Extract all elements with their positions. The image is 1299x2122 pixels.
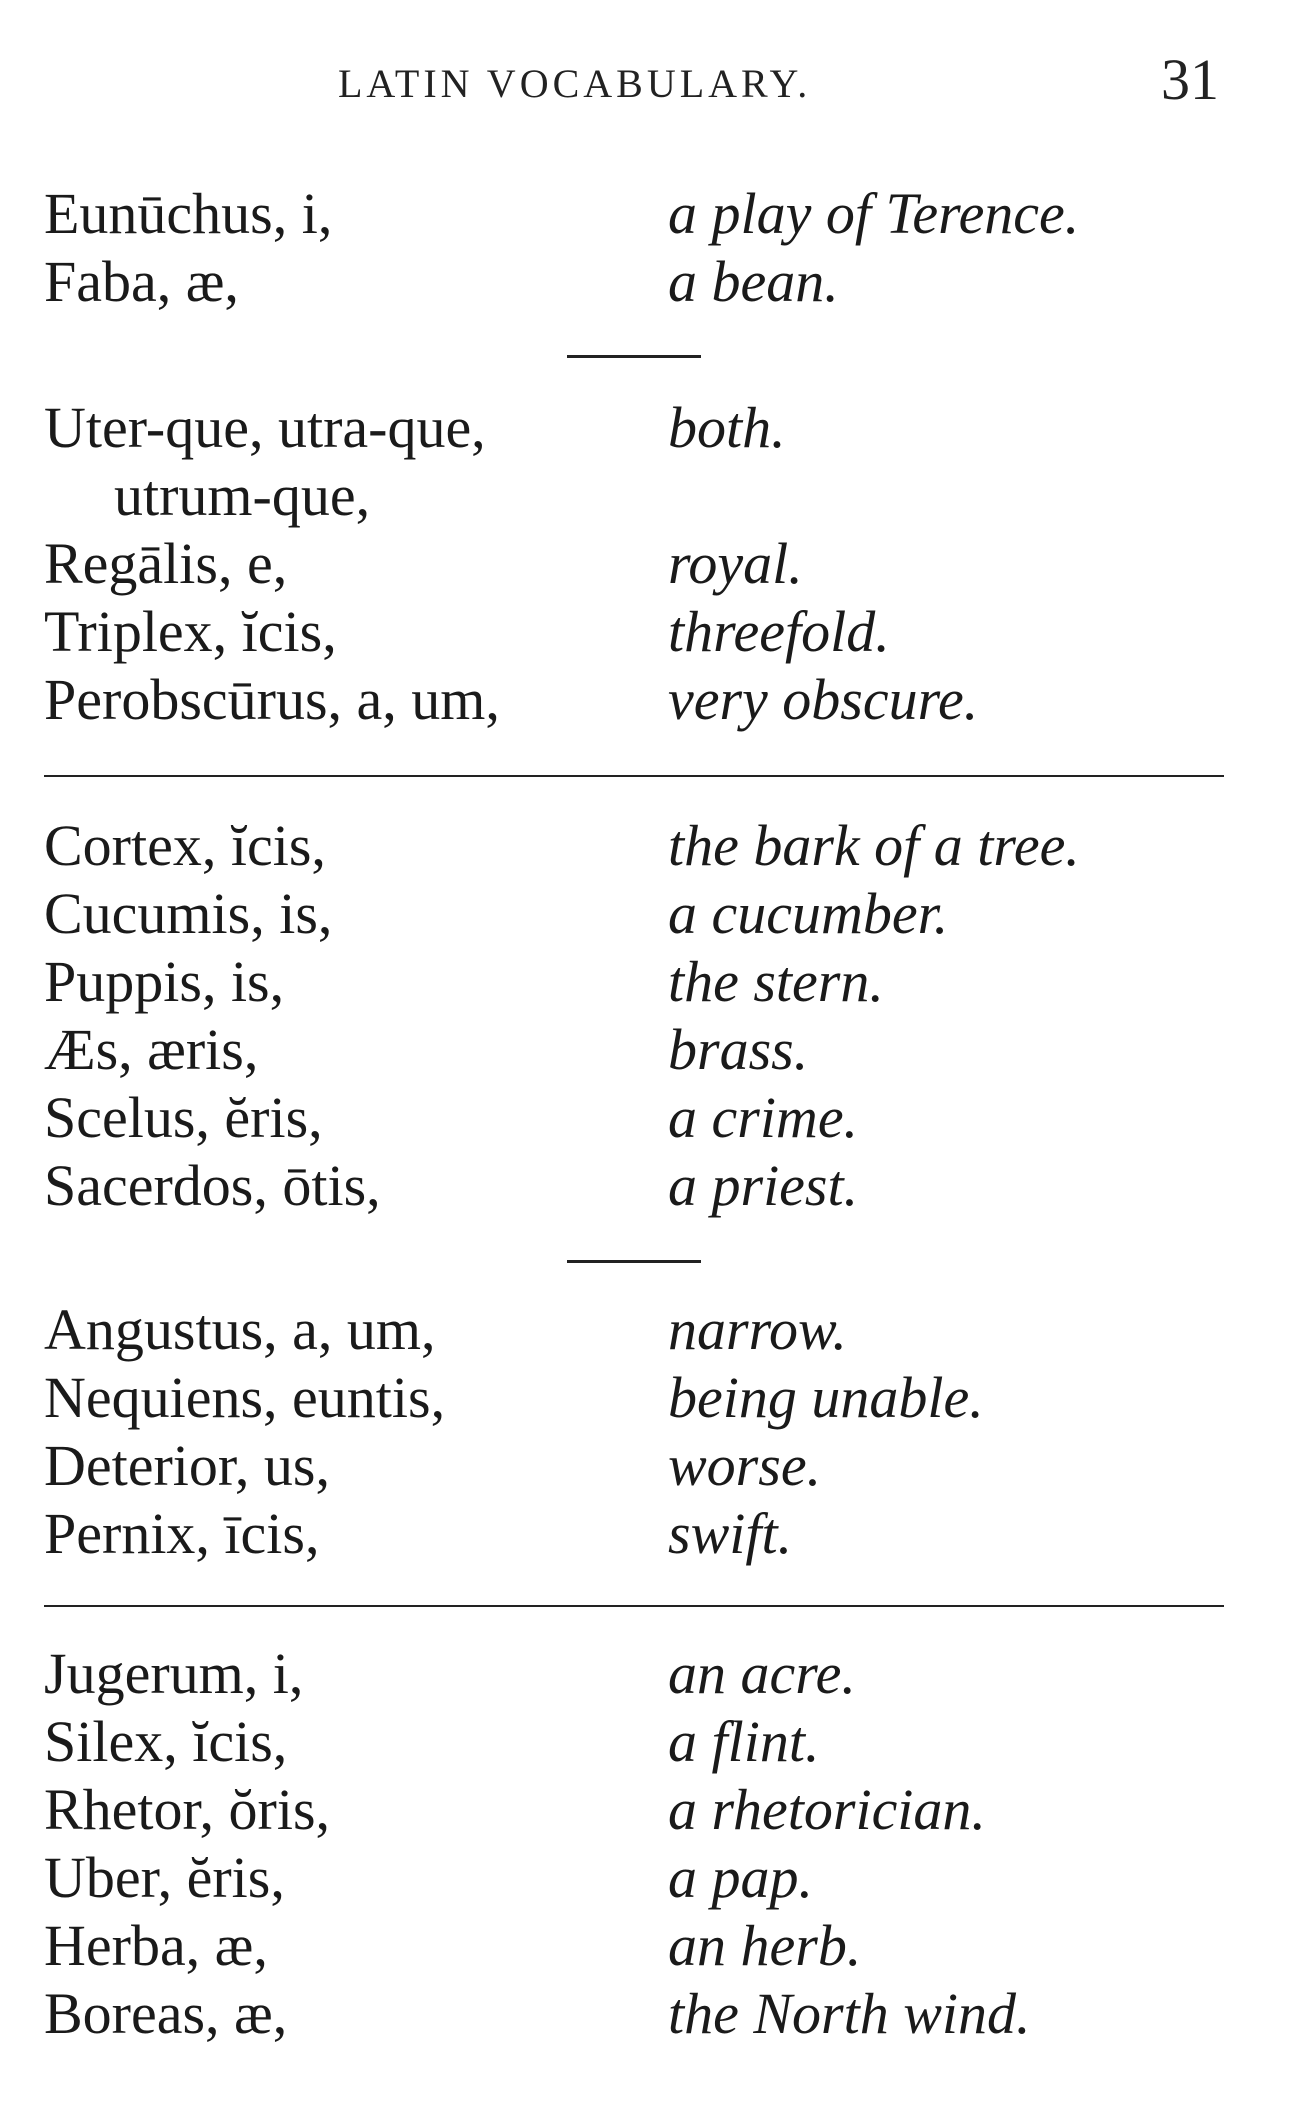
latin-word: Eunūchus, i, [44,181,333,246]
long-divider [44,1605,1224,1607]
vocab-entry [44,1640,1224,1708]
vocab-entry [44,1912,1224,1980]
english-gloss: narrow. [668,1297,847,1362]
latin-word: Rhetor, ŏris, [44,1777,331,1842]
vocab-entry [44,1844,1224,1912]
vocab-entry [44,394,1224,462]
vocab-entry [44,1776,1224,1844]
english-gloss: royal. [668,531,803,596]
page-header [0,38,1299,118]
latin-word: Jugerum, i, [44,1641,304,1706]
english-gloss: a bean. [668,249,839,314]
latin-word: Angustus, a, um, [44,1297,436,1362]
english-gloss: a priest. [668,1153,859,1218]
english-gloss: the stern. [668,949,884,1014]
vocab-entry [44,1016,1224,1084]
english-gloss: an acre. [668,1641,856,1706]
vocab-entry [44,880,1224,948]
vocab-entry [44,1432,1224,1500]
vocab-entry [44,598,1224,666]
vocab-entry-continuation [44,462,1224,530]
latin-word: Herba, æ, [44,1913,268,1978]
running-head: LATIN VOCABULARY. [338,61,812,106]
english-gloss: very obscure. [668,667,979,732]
english-gloss: a pap. [668,1845,813,1910]
english-gloss: an herb. [668,1913,862,1978]
vocab-entry [44,530,1224,598]
english-gloss: brass. [668,1017,809,1082]
latin-word: Cortex, ĭcis, [44,813,326,878]
english-gloss: a play of Terence. [668,181,1080,246]
latin-word: Pernix, īcis, [44,1501,320,1566]
short-divider [567,355,701,358]
page-number: 31 [1161,47,1219,112]
vocab-entry [44,1500,1224,1568]
english-gloss: being unable. [668,1365,984,1430]
vocab-entry [44,1708,1224,1776]
latin-word: Silex, ĭcis, [44,1709,288,1774]
latin-word: Sacerdos, ōtis, [44,1153,381,1218]
english-gloss: both. [668,395,786,460]
vocab-entry [44,1152,1224,1220]
vocab-entry [44,248,1224,316]
vocab-entry [44,1296,1224,1364]
latin-word: Uber, ĕris, [44,1845,285,1910]
vocab-entry [44,812,1224,880]
latin-word: Uter-que, utra-que, [44,395,486,460]
latin-word: Nequiens, euntis, [44,1365,446,1430]
vocab-entry [44,666,1224,734]
short-divider [567,1260,701,1263]
english-gloss: a flint. [668,1709,820,1774]
english-gloss: the North wind. [668,1981,1031,2046]
latin-word: Puppis, is, [44,949,285,1014]
latin-word: Perobscūrus, a, um, [44,667,500,732]
vocab-entry [44,1980,1224,2048]
english-gloss: a cucumber. [668,881,949,946]
latin-word: Deterior, us, [44,1433,330,1498]
vocab-entry [44,180,1224,248]
latin-word: Cucumis, is, [44,881,333,946]
english-gloss: worse. [668,1433,822,1498]
english-gloss: swift. [668,1501,793,1566]
latin-word: Boreas, æ, [44,1981,288,2046]
vocab-entry [44,1084,1224,1152]
english-gloss: a crime. [668,1085,859,1150]
latin-word: Faba, æ, [44,249,239,314]
latin-word: Triplex, ĭcis, [44,599,337,664]
latin-word-continuation: utrum-que, [114,463,371,528]
vocab-entry [44,1364,1224,1432]
english-gloss: the bark of a tree. [668,813,1080,878]
english-gloss: a rhetorician. [668,1777,986,1842]
latin-word: Regālis, e, [44,531,288,596]
latin-word: Æs, æris, [44,1017,259,1082]
vocab-entry [44,948,1224,1016]
long-divider [44,775,1224,777]
english-gloss: threefold. [668,599,890,664]
latin-word: Scelus, ĕris, [44,1085,323,1150]
